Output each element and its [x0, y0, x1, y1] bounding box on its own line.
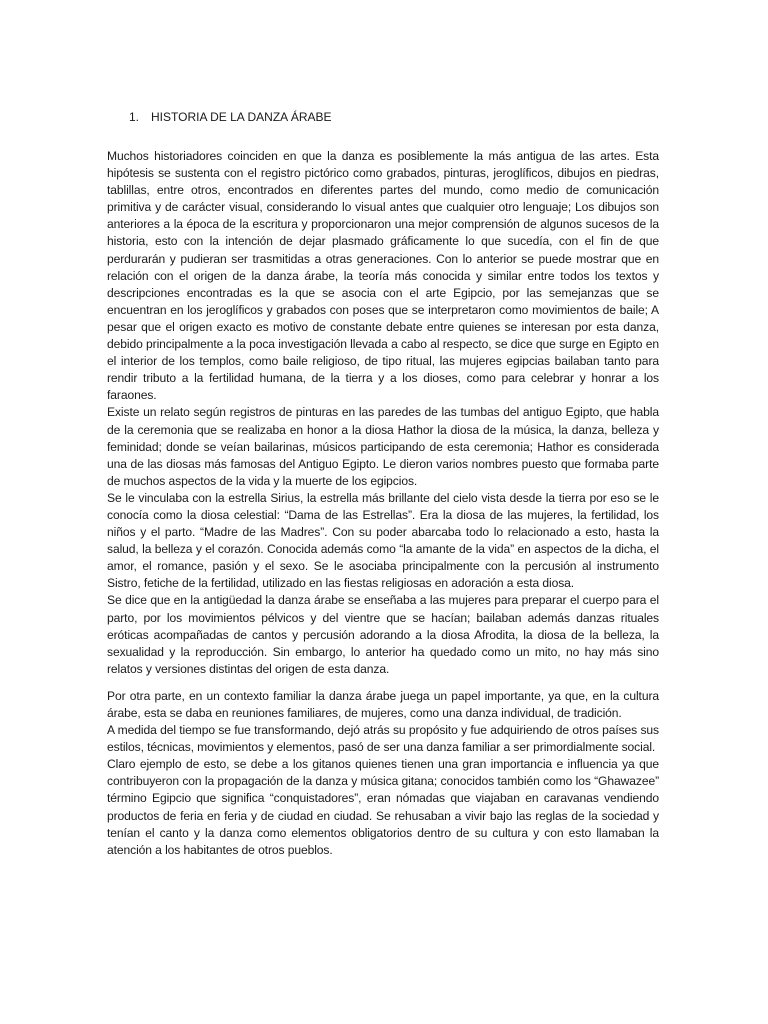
paragraph-origins: Muchos historiadores coinciden en que la danza es posiblemente la más antigua de las artes. Esta hipótesis se sustenta con el registro pictórico como grabados, pinturas, jeroglíficos, dibujos en piedras, tablillas, entre otros, encontrados en diferentes partes del mundo, como medio de comunicación primitiva y de carácter visual, considerando lo visual antes que cualquier otro lenguaje; Los dibujos son anteriores a la época de la escritura y proporcionaron una mejor comprensión de algunos sucesos de la historia, esto con la intención de dejar plasmado gráficamente lo que sucedía, con el fin de que perdurarán y pudieran ser trasmitidas a otras generaciones. Con lo anterior se puede mostrar que en relación con el origen de la danza árabe, la teoría más conocida y similar entre todos los textos y descripciones encontradas es la que se asocia con el arte Egipcio, por las semejanzas que se encuentran en los jeroglíficos y grabados con poses que se interpretaron como movimientos de baile; A pesar que el origen exacto es motivo de constante debate entre quienes se interesan por esta danza, debido principalmente a la poca investigación llevada a cabo al respecto, se dice que surge en Egipto en el interior de los templos, como baile religioso, de tipo ritual, las mujeres egipcias bailaban tanto para rendir tributo a la fertilidad humana, de la tierra y a los dioses, como para celebrar y honrar a los faraones. [107, 149, 659, 403]
heading-number: 1. [129, 110, 140, 124]
paragraph-transformation: A medida del tiempo se fue transformando, dejó atrás su propósito y fue adquiriendo de otros países sus estilos, técnicas, movimientos y elementos, pasó de ser una danza familiar a ser primordialmente social. [107, 723, 659, 755]
section-heading [129, 109, 659, 126]
paragraph-hathor: Existe un relato según registros de pinturas en las paredes de las tumbas del antiguo Egipto, que habla de la ceremonia que se realizaba en honor a la diosa Hathor la diosa de la música, la danza, belleza y feminidad; donde se veían bailarinas, músicos participando de esta ceremonia; Hathor es considerada una de las diosas más famosas del Antiguo Egipto. Le dieron varios nombres puesto que formaba parte de muchos aspectos de la vida y la muerte de los egipcios. [107, 405, 659, 488]
paragraph-family-context: Por otra parte, en un contexto familiar la danza árabe juega un papel importante, ya que, en la cultura árabe, esta se daba en reuniones familiares, de mujeres, como una danza individual, de tradición. [107, 688, 659, 720]
paragraph-antiquity: Se dice que en la antigüedad la danza árabe se enseñaba a las mujeres para preparar el cuerpo para el parto, por los movimientos pélvicos y del vientre que se hacían; bailaban además danzas rituales eróticas acompañadas de cantos y percusión adorando a la diosa Afrodita, la diosa de la belleza, la sexualidad y la reproducción. Sin embargo, lo anterior ha quedado como un mito, no hay más sino relatos y versiones distintas del origen de esta danza. [107, 593, 659, 676]
document-body [107, 109, 659, 859]
paragraph-sirius: Se le vinculaba con la estrella Sirius, la estrella más brillante del cielo vista desde la tierra por eso se le conocía como la diosa celestial: “Dama de las Estrellas”. Era la diosa de las mujeres, la fertilidad, los niños y el parto. “Madre de las Madres”. Con su poder abarcaba todo lo relacionado a esto, hasta la salud, la belleza y el corazón. Conocida además como “la amante de la vida” en aspectos de la dicha, el amor, el romance, pasión y el sexo. Se le asociaba principalmente con la percusión al instrumento Sistro, fetiche de la fertilidad, utilizado en las fiestas religiosas en adoración a esta diosa. [107, 490, 659, 591]
heading-text: HISTORIA DE LA DANZA ÁRABE [151, 110, 332, 124]
paragraph-gypsies: Claro ejemplo de esto, se debe a los gitanos quienes tienen una gran importancia e influencia ya que contribuyeron con la propagación de la danza y música gitana; conocidos también como los “Ghawazee” término Egipcio que significa “conquistadores”, eran nómadas que viajaban en caravanas vendiendo productos de feria en feria y de ciudad en ciudad. Se rehusaban a vivir bajo las reglas de la sociedad y tenían el canto y la danza como elementos obligatorios dentro de su cultura y con esto llamaban la atención a los habitantes de otros pueblos. [107, 757, 659, 857]
